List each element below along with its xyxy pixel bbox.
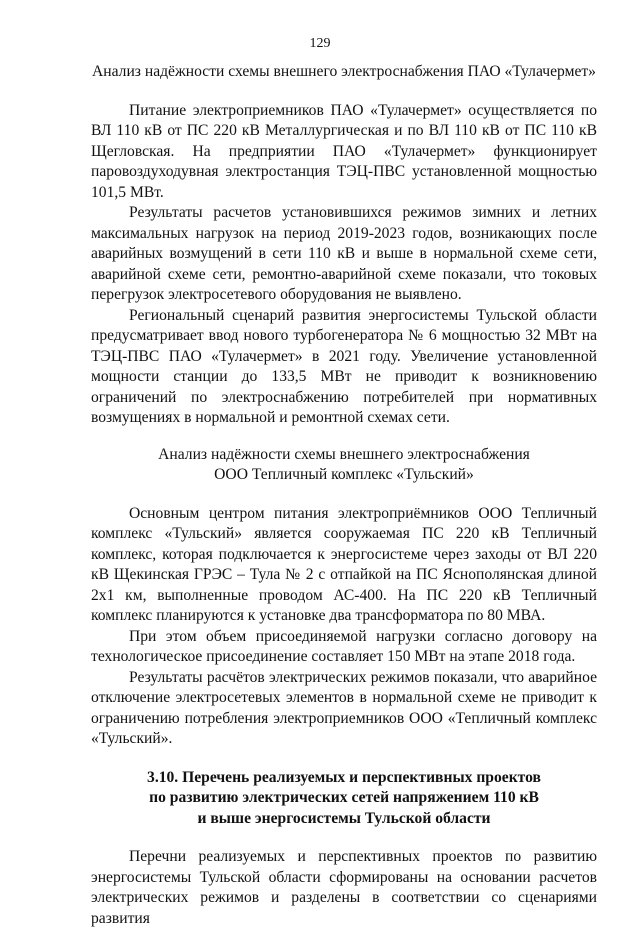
paragraph: Основным центром питания электроприёмников ООО Тепличный комплекс «Тульский» является сооружаемая ПС 220 кВ Тепличный комплекс, которая подключается к энергосистеме через заходы от ВЛ 220 кВ Щекинская ГРЭС – Тула № 2 с отпайкой на ПС Яснополянская длиной 2х1 км, выполненные проводом АС-400. На ПС 220 кВ Тепличный комплекс планируются к установке два трансформатора по 80 МВА. [91, 504, 597, 624]
heading-line: по развитию электрических сетей напряжением 110 кВ [149, 789, 539, 806]
paragraph: Результаты расчётов электрических режимов показали, что аварийное отключение электросетевых элементов в нормальной схеме не приводит к ограничению потребления электроприемников ООО «Тепличный комплекс «Тульский». [91, 668, 597, 747]
paragraph: Питание электроприемников ПАО «Тулачермет» осуществляется по ВЛ 110 кВ от ПС 220 кВ Металлургическая и по ВЛ 110 кВ от ПС 110 кВ Щегловская. На предприятии ПАО «Тулачермет» функционирует паровоздуходувная электростанция ТЭЦ-ПВС установленной мощностью 101,5 МВт. [91, 101, 597, 201]
heading-line: и выше энергосистемы Тульской области [197, 809, 491, 827]
section-heading-teplichny [91, 445, 597, 486]
heading-line: ООО Тепличный комплекс «Тульский» [214, 466, 474, 483]
page-content [91, 62, 597, 929]
paragraph: При этом объем присоединяемой нагрузки согласно договору на технологическое присоединение составляет 150 МВт на этапе 2018 года. [91, 627, 597, 665]
heading-line: Анализ надёжности схемы внешнего электроснабжения [158, 445, 530, 463]
page-number: 129 [309, 36, 331, 51]
section-heading-tulachermet: Анализ надёжности схемы внешнего электроснабжения ПАО «Тулачермет» [92, 63, 596, 80]
paragraph: Перечни реализуемых и перспективных проектов по развитию энергосистемы Тульской области сформированы на основании расчетов электрических режимов и разделены в соответствии со сценариями развития [91, 848, 597, 927]
section-heading-3-10 [91, 768, 597, 830]
paragraph: Результаты расчетов установившихся режимов зимних и летних максимальных нагрузок на период 2019-2023 годов, возникающих после аварийных возмущений в сети 110 кВ и выше в нормальной схеме сети, аварийной схеме сети, ремонтно-аварийной схеме показали, что токовых перегрузок электросетевого оборудования не выявлено. [91, 204, 597, 303]
paragraph: Региональный сценарий развития энергосистемы Тульской области предусматривает ввод нового турбогенератора № 6 мощностью 32 МВт на ТЭЦ-ПВС ПАО «Тулачермет» в 2021 году. Увеличение установленной мощности станции до 133,5 МВт не приводит к возникновению ограничений по электроснабжению потребителей при нормативных возмущениях в нормальной и ремонтной схемах сети. [91, 306, 597, 426]
heading-line: 3.10. Перечень реализуемых и перспективных проектов [147, 768, 541, 786]
